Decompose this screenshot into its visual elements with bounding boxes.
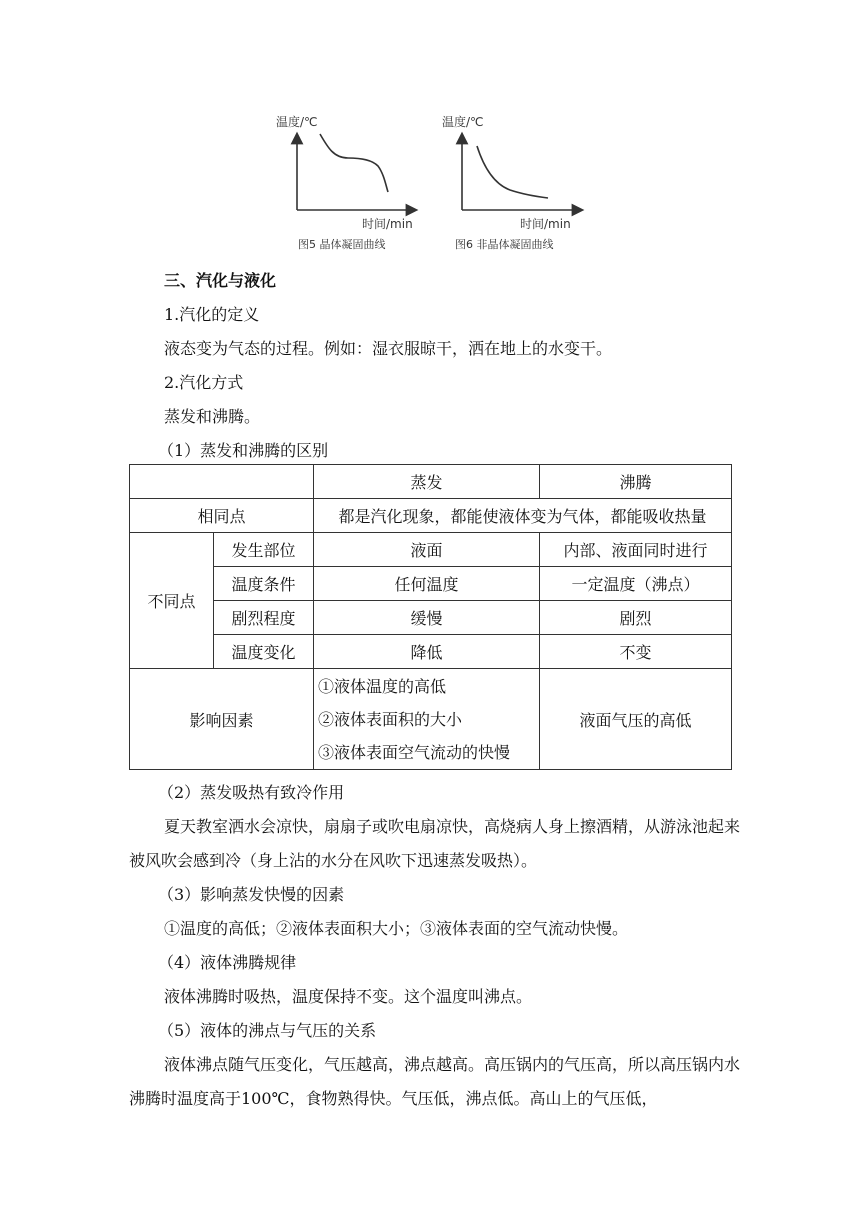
definition-text: 液态变为气态的过程。例如：湿衣服晾干，洒在地上的水变干。: [164, 339, 613, 358]
fig6-caption: 图6 非晶体凝固曲线: [455, 238, 554, 251]
header-boiling: 沸腾: [540, 465, 732, 499]
definition-heading: 1.汽化的定义: [164, 305, 260, 324]
sub4-text: 液体沸腾时吸热，温度保持不变。这个温度叫沸点。: [164, 987, 533, 1006]
mode-heading: 2.汽化方式: [164, 373, 244, 392]
row-evap: 降低: [314, 635, 540, 669]
table-row: [130, 601, 732, 635]
solidification-figures: [262, 102, 594, 258]
factor-evap-item: ③液体表面空气流动的快慢: [318, 742, 511, 762]
row-name: 温度条件: [214, 567, 314, 601]
table-row: [130, 567, 732, 601]
fig5-curve: [320, 134, 388, 192]
sub2-text: 夏天教室洒水会凉快，扇扇子或吹电扇凉快，高烧病人身上擦酒精，从游泳池起来被风吹会感到冷（身上沾的水分在风吹下迅速蒸发吸热）。: [129, 817, 741, 870]
sub2-paragraph: [129, 810, 741, 878]
table-row: [130, 465, 732, 499]
header-evaporation: 蒸发: [314, 465, 540, 499]
row-evap: 任何温度: [314, 567, 540, 601]
row-evap: 液面: [314, 533, 540, 567]
figure-6: [442, 114, 578, 251]
fig6-curve: [477, 146, 548, 198]
header-empty-cell: [130, 465, 314, 499]
subheading-2: （2）蒸发吸热有致冷作用: [158, 783, 345, 802]
factor-evap-cell: [314, 669, 540, 770]
factor-label: 影响因素: [130, 669, 314, 770]
subheading-4: （4）液体沸腾规律: [158, 953, 297, 972]
evaporation-boiling-table: [129, 464, 732, 770]
same-text: 都是汽化现象，都能使液体变为气体，都能吸收热量: [314, 499, 732, 533]
sub5-paragraph: [129, 1048, 741, 1116]
table-row: [130, 533, 732, 567]
table-row: [130, 635, 732, 669]
mode-text: 蒸发和沸腾。: [164, 407, 261, 426]
sub3-text: ①温度的高低；②液体表面积大小；③液体表面的空气流动快慢。: [164, 919, 629, 938]
fig5-x-label: 时间/min: [362, 217, 413, 231]
factor-boil: 液面气压的高低: [540, 669, 732, 770]
row-name: 发生部位: [214, 533, 314, 567]
same-label: 相同点: [130, 499, 314, 533]
subheading-3: （3）影响蒸发快慢的因素: [158, 885, 345, 904]
row-name: 剧烈程度: [214, 601, 314, 635]
figure-5: [276, 114, 413, 251]
row-boil: 不变: [540, 635, 732, 669]
subheading-1: （1）蒸发和沸腾的区别: [158, 441, 329, 460]
table-row: [130, 499, 732, 533]
subheading-5: （5）液体的沸点与气压的关系: [158, 1021, 377, 1040]
table-row: [130, 669, 732, 770]
row-name: 温度变化: [214, 635, 314, 669]
fig6-y-label: 温度/℃: [442, 115, 484, 129]
row-boil: 剧烈: [540, 601, 732, 635]
row-boil: 一定温度（沸点）: [540, 567, 732, 601]
fig6-x-label: 时间/min: [520, 217, 571, 231]
row-boil: 内部、液面同时进行: [540, 533, 732, 567]
factor-evap-item: ②液体表面积的大小: [318, 709, 463, 729]
fig5-caption: 图5 晶体凝固曲线: [298, 238, 386, 251]
section-title: 三、汽化与液化: [164, 271, 277, 290]
fig5-y-label: 温度/℃: [276, 115, 318, 129]
factor-evap-item: ①液体温度的高低: [318, 676, 447, 696]
sub5-text: 液体沸点随气压变化，气压越高，沸点越高。高压锅内的气压高，所以高压锅内水沸腾时温度高于100℃，食物熟得快。气压低，沸点低。高山上的气压低，: [129, 1055, 741, 1108]
diff-label: 不同点: [130, 533, 214, 669]
solidification-curves: [262, 102, 594, 258]
row-evap: 缓慢: [314, 601, 540, 635]
